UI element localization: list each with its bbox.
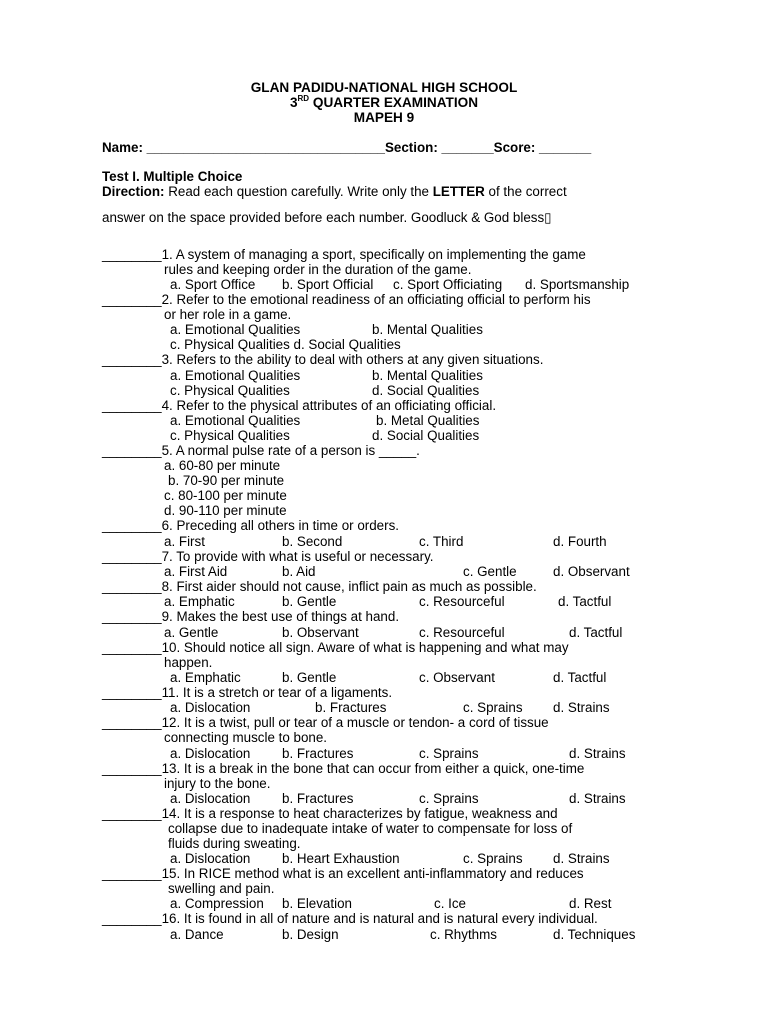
- question-14: ________14. It is a response to heat characterizes by fatigue, weakness and: [102, 806, 558, 821]
- school-name: GLAN PADIDU-NATIONAL HIGH SCHOOL: [250, 80, 518, 95]
- choice: a. Compression: [170, 896, 264, 911]
- question-15: ________15. In RICE method what is an excellent anti-inflammatory and reduces: [102, 866, 584, 881]
- choice: d. Tactful: [558, 594, 612, 609]
- choice: d. Tactful: [553, 670, 607, 685]
- choice: b. Metal Qualities: [376, 413, 480, 428]
- choice: b. Fractures: [315, 700, 387, 715]
- question-10: ________10. Should notice all sign. Aware of what is happening and what may: [102, 640, 569, 655]
- choice: c. Sport Officiating: [393, 277, 503, 292]
- question-text: or her role in a game.: [164, 307, 292, 322]
- question-6: ________6. Preceding all others in time or orders.: [102, 518, 400, 533]
- choice: d. Observant: [553, 564, 630, 579]
- choice: c. Gentle: [463, 564, 517, 579]
- choice: a. Gentle: [164, 625, 219, 640]
- choice: b. Second: [282, 534, 343, 549]
- question-text: fluids during sweating.: [168, 836, 301, 851]
- choice: c. Sprains: [419, 746, 479, 761]
- choice: d. Fourth: [553, 534, 607, 549]
- choice: b. Heart Exhaustion: [282, 851, 400, 866]
- choice: b. Fractures: [282, 746, 354, 761]
- choice: b. Gentle: [282, 670, 337, 685]
- choice: c. Physical Qualities: [170, 428, 290, 443]
- name-section-score-line: Name: ________________________________Section: _______Score: _______: [102, 140, 592, 155]
- choice: b. Fractures: [282, 791, 354, 806]
- question-text: rules and keeping order in the duration of the game.: [164, 262, 472, 277]
- question-text: collapse due to inadequate intake of water to compensate for loss of: [168, 821, 573, 836]
- question-2: ________2. Refer to the emotional readiness of an officiating official to perform his: [102, 292, 591, 307]
- subject-title: MAPEH 9: [353, 110, 415, 125]
- choice: b. Aid: [282, 564, 316, 579]
- question-7: ________7. To provide with what is useful or necessary.: [102, 549, 434, 564]
- choice: a. Emphatic: [170, 670, 241, 685]
- choice: a. Emotional Qualities: [170, 413, 301, 428]
- choice: c. Physical Qualities d. Social Qualities: [170, 337, 401, 352]
- choice: d. Strains: [553, 700, 610, 715]
- choice: d. Rest: [569, 896, 612, 911]
- direction-line: Direction: Read each question carefully. Write only the LETTER of the correct: [102, 184, 567, 199]
- choice: a. 60-80 per minute: [164, 458, 281, 473]
- choice: c. Physical Qualities: [170, 383, 290, 398]
- choice: c. 80-100 per minute: [164, 488, 287, 503]
- choice: b. Mental Qualities: [372, 322, 483, 337]
- choice: a. Dislocation: [170, 700, 251, 715]
- choice: d. Sportsmanship: [525, 277, 630, 292]
- question-5: ________5. A normal pulse rate of a person is _____.: [102, 443, 420, 458]
- choice: d. Techniques: [553, 927, 636, 942]
- choice: b. Mental Qualities: [372, 368, 483, 383]
- question-text: happen.: [164, 655, 213, 670]
- choice: d. Social Qualities: [372, 383, 480, 398]
- question-13: ________13. It is a break in the bone that can occur from either a quick, one-time: [102, 761, 585, 776]
- choice: a. Dislocation: [170, 851, 251, 866]
- choice: a. Emotional Qualities: [170, 368, 301, 383]
- question-16: ________16. It is found in all of nature and is natural and is natural every individual.: [102, 911, 598, 926]
- choice: c. Rhythms: [430, 927, 497, 942]
- choice: c. Sprains: [419, 791, 479, 806]
- question-1: ________1. A system of managing a sport, specifically on implementing the game: [102, 247, 586, 262]
- choice: c. Third: [419, 534, 464, 549]
- choice: c. Resourceful: [419, 594, 505, 609]
- choice: c. Observant: [419, 670, 495, 685]
- test-title: Test I. Multiple Choice: [102, 169, 243, 184]
- question-text: injury to the bone.: [164, 776, 271, 791]
- choice: a. Emphatic: [164, 594, 235, 609]
- question-3: ________3. Refers to the ability to deal with others at any given situations.: [102, 352, 544, 367]
- choice: d. Strains: [553, 851, 610, 866]
- choice: d. Strains: [569, 791, 626, 806]
- choice: a. Emotional Qualities: [170, 322, 301, 337]
- choice: c. Sprains: [463, 700, 523, 715]
- choice: b. Gentle: [282, 594, 337, 609]
- choice: b. Elevation: [282, 896, 352, 911]
- choice: a. First Aid: [164, 564, 228, 579]
- choice: c. Sprains: [463, 851, 523, 866]
- question-9: ________9. Makes the best use of things at hand.: [102, 609, 400, 624]
- choice: a. Dance: [170, 927, 224, 942]
- choice: c. Ice: [434, 896, 466, 911]
- choice: b. Observant: [282, 625, 359, 640]
- question-4: ________4. Refer to the physical attributes of an officiating official.: [102, 398, 497, 413]
- choice: a. Dislocation: [170, 746, 251, 761]
- question-11: ________11. It is a stretch or tear of a ligaments.: [102, 685, 393, 700]
- choice: a. Dislocation: [170, 791, 251, 806]
- choice: d. Strains: [569, 746, 626, 761]
- choice: a. First: [164, 534, 205, 549]
- question-text: connecting muscle to bone.: [164, 730, 328, 745]
- question-12: ________12. It is a twist, pull or tear of a muscle or tendon- a cord of tissue: [102, 715, 549, 730]
- choice: b. Design: [282, 927, 339, 942]
- direction-line-2: answer on the space provided before each number. Goodluck & God bless▯: [102, 210, 552, 225]
- choice: d. Social Qualities: [372, 428, 480, 443]
- choice: b. 70-90 per minute: [168, 473, 285, 488]
- choice: d. 90-110 per minute: [164, 503, 287, 518]
- choice: d. Tactful: [569, 625, 623, 640]
- exam-title: 3RD QUARTER EXAMINATION: [289, 94, 479, 110]
- choice: a. Sport Office: [170, 277, 256, 292]
- choice: c. Resourceful: [419, 625, 505, 640]
- question-text: swelling and pain.: [168, 881, 275, 896]
- question-8: ________8. First aider should not cause, inflict pain as much as possible.: [102, 579, 537, 594]
- choice: b. Sport Official: [282, 277, 374, 292]
